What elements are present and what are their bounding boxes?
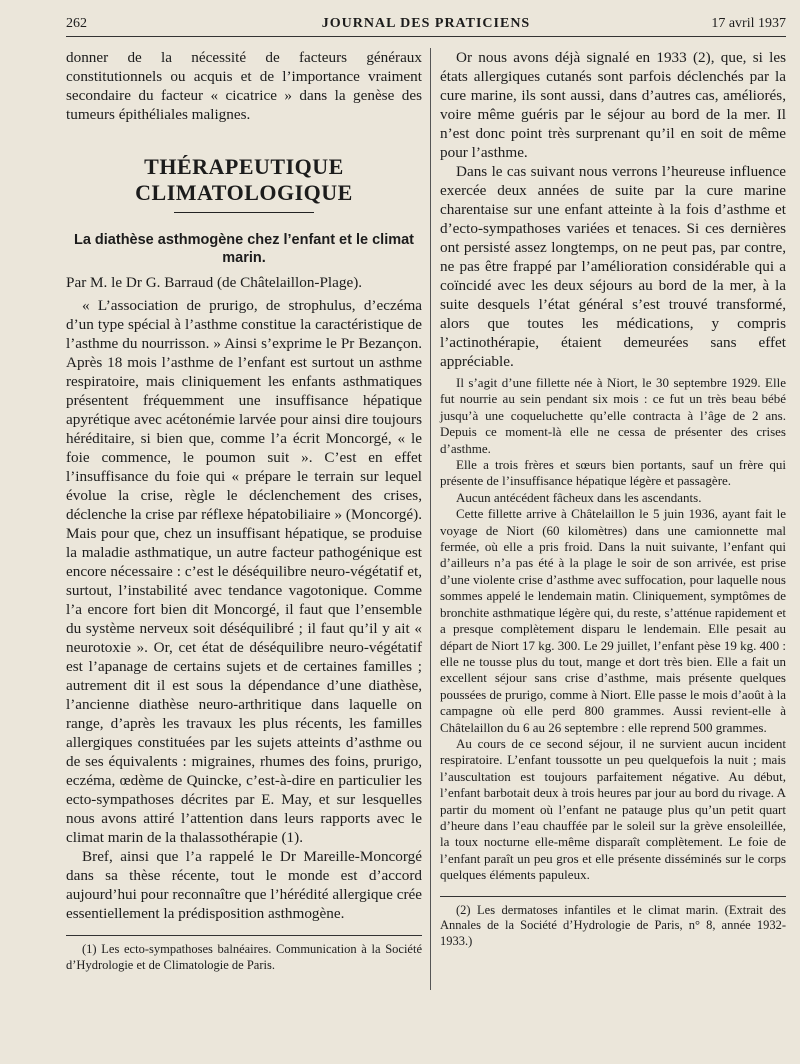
body-paragraph: Dans le cas suivant nous verrons l’heureuse influence exercée deux années de suite par la cure marine charentaise sur une enfant atteinte à la fois d’asthme et d’ecto-sympathoses variées et tenaces. Si ces dernières ont persisté assez longtemps, on ne peut pas, par contre, ne pas être frappé par l’amélioration considérable qui a coïncidé avec les deux séjours au bord de la mer, à la suite desquels l’état général s’est trouvé transformé, alors que toutes les médications, y compris l’actinothérapie, étaient demeurées sans effet appréciable.	[440, 163, 786, 370]
footnote: (1) Les ecto-sympathoses balnéaires. Communication à la Société d’Hydrologie et de Climatologie de Paris.	[66, 942, 422, 972]
case-paragraph: Au cours de ce second séjour, il ne survient aucun incident respiratoire. L’enfant toussotte un peu quelquefois la nuit ; mais l’auscultation est toujours parfaitement négative. Au début, l’enfant barbotait deux à trois heures par jour au bord du rivage. A partir du moment où l’enfant ne patauge plus qu’un petit quart d’heure dans l’eau chauffée par le soleil sur la grève ensoleillée, la toux nocturne elle-même disparaît complètement. Le foie de l’enfant paraît un peu gros et elle présente disséminés sur le corps quelques éléments papuleux.	[440, 735, 786, 883]
section-title: THÉRAPEUTIQUE CLIMATOLOGIQUE	[135, 154, 353, 205]
footnote-rule	[66, 935, 422, 936]
intro-paragraph: donner de la nécessité de facteurs généraux constitutionnels ou acquis et de l’importance vraiment secondaire du facteur « cicatrice » dans la genèse des tumeurs épithéliales malignes.	[66, 49, 422, 123]
page-number: 262	[66, 16, 87, 31]
case-paragraph: Cette fillette arrive à Châtelaillon le 5 juin 1936, ayant fait le voyage de Niort (60 kilomètres) dans une camionnette mal fermée, où elle a pris froid. Dans la nuit suivante, l’enfant qui d’ailleurs n’a pas été à la plage le soir de son arrivée, est prise d’une violente crise d’asthme avec suffocation, pour laquelle nous sommes appelé le lendemain matin. Cliniquement, symptômes de bronchite asthmatique légère qui, du reste, s’atténue rapidement et a presque complètement disparu le lendemain. Elle pesait au départ de Niort 17 kg. 300. Le 29 juillet, l’enfant pèse 19 kg. 400 : elle ne tousse plus du tout, mange et dort très bien. Elle a fait un excellent séjour sans crise d’asthme, mais présente quelques poussées de prurigo, comme à Niort. Elle passe le mois d’août à la campagne où elle perd 800 grammes. Aussi revient-elle à Châtelaillon du 6 au 26 septembre : elle reprend 500 grammes.	[440, 506, 786, 735]
byline: Par M. le Dr G. Barraud (de Châtelaillon-Plage).	[66, 274, 363, 291]
journal-title: JOURNAL DES PRATICIENS	[321, 16, 531, 31]
column-divider	[430, 48, 431, 990]
case-paragraph: Aucun antécédent fâcheux dans les ascendants.	[456, 489, 702, 505]
footnote-rule	[440, 896, 786, 897]
left-column	[66, 48, 422, 973]
right-column	[440, 48, 786, 949]
case-report	[440, 375, 786, 884]
body-paragraph: « L’association de prurigo, de strophulus, d’eczéma d’un type spécial à l’asthme constitue la caractéristique de l’asthme du nourrisson. » Ainsi s’exprime le Pr Bezançon. Après 18 mois l’asthme de l’enfant est surtout un asthme respiratoire, mais cliniquement les enfants asthmatiques présentent fréquemment une insuffisance hépatique apyrétique avec acétonémie larvée pour ainsi dire toujours héréditaire, si bien que, comme l’a écrit Moncorgé, « le foie commence, le poumon suit ». C’est en effet l’insuffisance du foie qui « prépare le terrain sur lequel évolue la crise, règle le déclenchement des crises, déclenche la crise par réflexe hépatobiliaire » (Moncorgé). Mais pour que, chez un insuffisant hépatique, se produise la maladie asthmatique, un autre facteur pathogénique est encore nécessaire : c’est le déséquilibre neuro-végétatif et, surtout, l’instabilité avec tendance vagotonique. Comme l’a encore fort bien dit Moncorgé, il faut que l’ensemble du système nerveux soit déséquilibré ; il faut qu’il y ait « neurotoxie ». Or, cet état de déséquilibre neuro-végétatif est l’apanage de certains sujets et de certaines familles ; autrement dit il est sous la dépendance d’une diathèse, l’ancienne diathèse neuro-arthritique dans laquelle on range, d’après les travaux les plus récents, les familles allergiques constituées par les sujets atteints d’asthme ou de ses équivalents : migraines, rhumes des foins, prurigo, eczéma, œdème de Quincke, c’est-à-dire en particulier les ecto-sympathoses décrites par E. May, et sur lesquelles nous avons attiré l’attention dans leurs rapports avec le climat marin de la thalassothérapie (1).	[66, 297, 422, 846]
case-paragraph: Elle a trois frères et sœurs bien portants, sauf un frère qui présente de l’insuffisance hépatique légère et passagère.	[440, 457, 786, 489]
body-paragraph: Or nous avons déjà signalé en 1933 (2), que, si les états allergiques cutanés sont parfois déclenchés par la cure marine, ils sont aussi, dans d’autres cas, améliorés, voire même guéris par le séjour au bord de la mer. Il n’est donc point très surprenant qu’il en soit de même pour l’asthme.	[440, 49, 786, 161]
case-paragraph: Il s’agit d’une fillette née à Niort, le 30 septembre 1929. Elle fut nourrie au sein pendant six mois : ce fut un très beau bébé jusqu’à une coqueluchette qu’elle contracta à l’âge de 2 ans. Depuis ce moment-là elle ne cessa de présenter des crises d’asthme.	[440, 375, 786, 456]
running-header	[66, 12, 786, 37]
body-paragraph: Bref, ainsi que l’a rappelé le Dr Mareille-Moncorgé dans sa thèse récente, tout le monde est d’accord aujourd’hui pour reconnaître que l’hérédité allergique crée essentiellement la prédisposition asthmogène.	[66, 848, 422, 922]
footnote: (2) Les dermatoses infantiles et le climat marin. (Extrait des Annales de la Société d’Hydrologie de Paris, n° 8, année 1932-1933.)	[440, 902, 786, 948]
issue-date: 17 avril 1937	[711, 16, 786, 31]
title-rule	[174, 212, 314, 213]
article-title: La diathèse asthmogène chez l’enfant et le climat marin.	[73, 232, 415, 266]
